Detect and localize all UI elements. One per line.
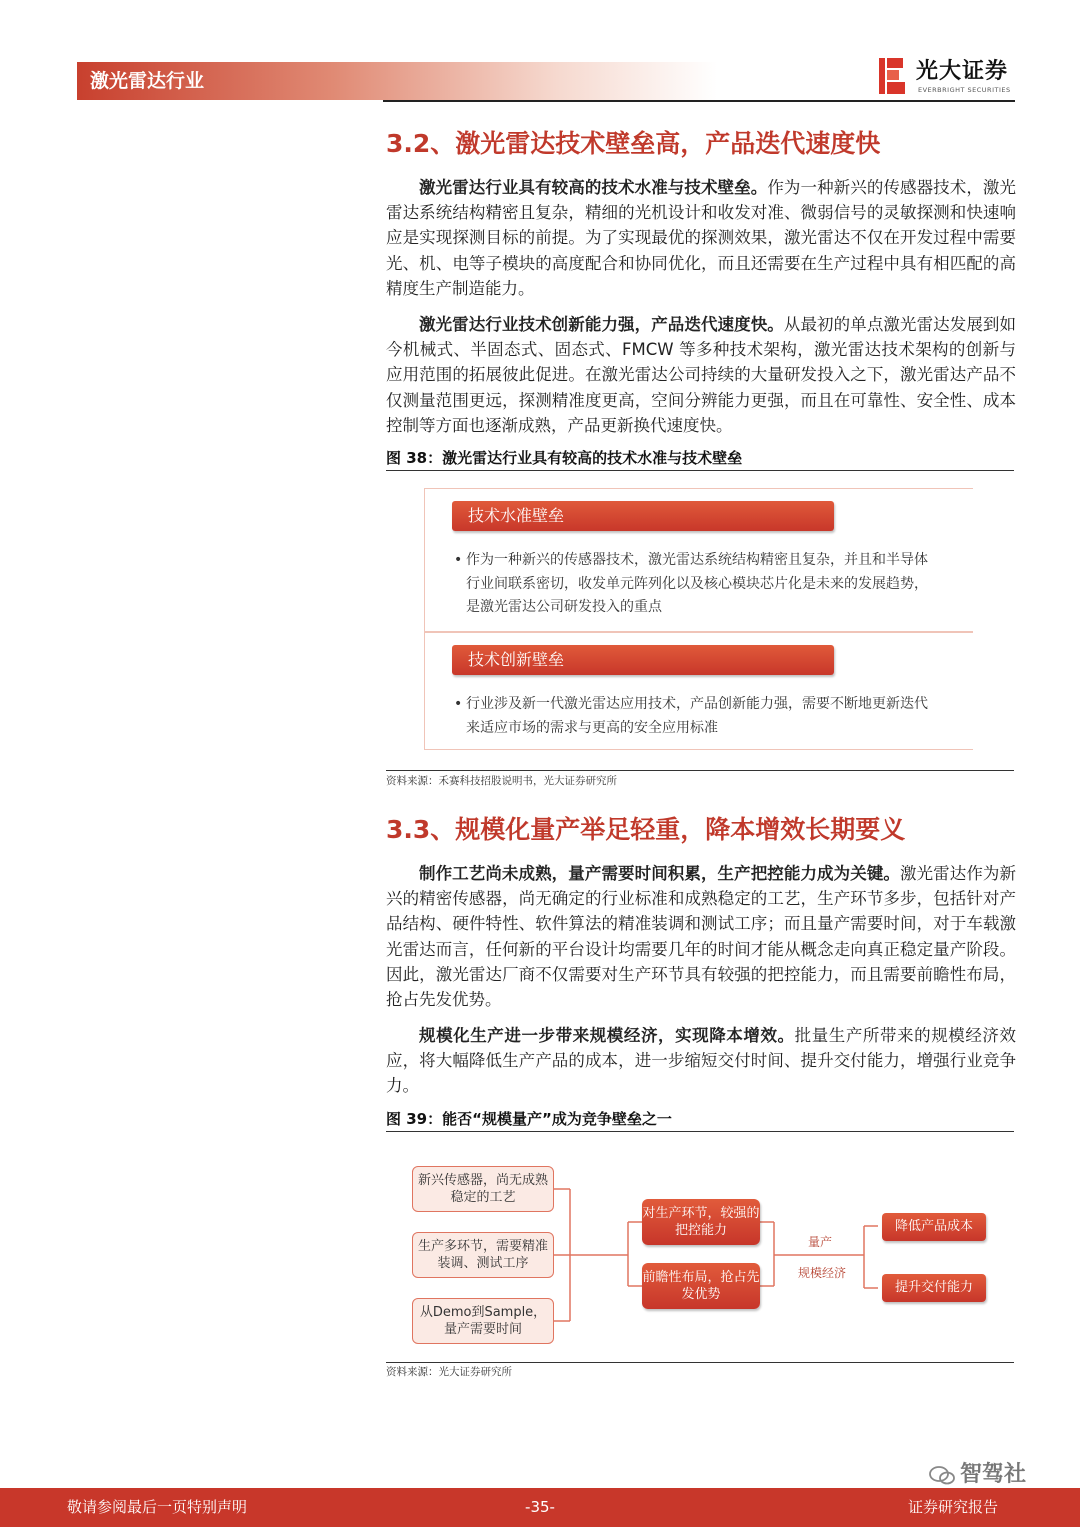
figure-38-block-1-text: • 作为一种新兴的传感器技术，激光雷达系统结构精密且复杂，并且和半导体行业间联系密切，收发单元阵列化以及核心模块芯片化是未来的发展趋势，是激光雷达公司研发投入的重点 [466,549,936,620]
everbright-logo-icon [877,56,907,96]
paragraph-3-2-2 [386,312,1016,438]
figure-38-bottom-rule [386,770,1014,771]
logo-text-en: EVERBRIGHT SECURITIES [918,86,1011,94]
figure-39-right-box-1: 降低产品成本 [882,1213,986,1241]
paragraph-body: 激光雷达作为新兴的精密传感器，尚无确定的行业标准和成熟稳定的工艺，生产环节多步，包括针对产品结构、硬件特性、软件算法的精准装调和测试工序；而且量产需要时间，对于车载激光雷达而言，任何新的平台设计均需要几年的时间才能从概念走向真正稳定量产阶段。因此，激光雷达厂商不仅需要对生产环节具有较强的把控能力，而且需要前瞻性布局，抢占先发优势。 [386,864,1017,1010]
figure-39-right-box-2: 提升交付能力 [882,1274,986,1302]
figure-39-bottom-rule [386,1362,1014,1363]
paragraph-lead: 制作工艺尚未成熟，量产需要时间积累，生产把控能力成为关键。 [419,864,900,883]
bullet-icon: • [454,552,463,568]
paragraph-3-2-1 [386,175,1016,301]
header-divider [383,100,1015,102]
figure-39-middle-box-2: 前瞻性布局，抢占先发优势 [642,1263,760,1309]
footer-report-type: 证券研究报告 [908,1498,999,1516]
paragraph-3-3-2 [386,1023,1016,1099]
figure-39-left-box-3: 从Demo到Sample，量产需要时间 [412,1298,554,1344]
figure-39-left-box-2: 生产多环节，需要精准装调、测试工序 [412,1232,554,1278]
figure-38-block-2-text: • 行业涉及新一代激光雷达应用技术，产品创新能力强，需要不断地更新迭代来适应市场的需求与更高的安全应用标准 [466,693,936,740]
header-title: 激光雷达行业 [90,70,205,92]
figure-39-source: 资料来源：光大证券研究所 [386,1366,512,1378]
figure-39-middle-box-1: 对生产环节，较强的把控能力 [642,1199,760,1245]
watermark-text: 智驾社 [960,1462,1027,1487]
figure-39-label-mass-production: 量产 [808,1235,833,1249]
paragraph-body: 作为一种新兴的传感器技术，激光雷达系统结构精密且复杂，精细的光机设计和收发对准、微弱信号的灵敏探测和快速响应是实现探测目标的前提。为了实现最优的探测效果，激光雷达不仅在开发过程中需要光、机、电等子模块的高度配合和协同优化，而且还需要在生产过程中具有相匹配的高精度生产制造能力。 [386,178,1017,298]
figure-38-title: 图 38：激光雷达行业具有较高的技术水准与技术壁垒 [386,449,743,467]
page-number: -35- [525,1498,555,1516]
wechat-icon [928,1464,956,1486]
section-heading-3-2: 3.2、激光雷达技术壁垒高，产品迭代速度快 [386,129,881,158]
bullet-icon: • [454,696,463,712]
paragraph-3-3-1 [386,861,1016,1012]
figure-38-top-rule [386,470,1014,471]
figure-38-source: 资料来源：禾赛科技招股说明书，光大证券研究所 [386,775,617,787]
figure-39-top-rule [386,1131,1014,1132]
figure-39-left-box-1: 新兴传感器，尚无成熟稳定的工艺 [412,1166,554,1212]
paragraph-body: 批量生产所带来的规模经济效应，将大幅降低生产产品的成本，进一步缩短交付时间、提升交付能力，增强行业竞争力。 [386,1026,1017,1096]
figure-39-title: 图 39：能否“规模量产”成为竞争壁垒之一 [386,1110,672,1128]
logo-text-cn: 光大证券 [916,59,1009,84]
paragraph-lead: 规模化生产进一步带来规模经济，实现降本增效。 [419,1026,795,1045]
section-heading-3-3: 3.3、规模化量产举足轻重，降本增效长期要义 [386,815,906,844]
paragraph-lead: 激光雷达行业具有较高的技术水准与技术壁垒。 [419,178,768,197]
paragraph-body: 从最初的单点激光雷达发展到如今机械式、半固态式、固态式、FMCW 等多种技术架构，激光雷达技术架构的创新与应用范围的拓展彼此促进。在激光雷达公司持续的大量研发投入之下，激光雷达产品不仅测量范围更远，探测精准度更高，空间分辨能力更强，而且在可靠性、安全性、成本控制等方面也逐渐成熟，产品更新换代速度快。 [386,315,1017,435]
footer-disclaimer: 敬请参阅最后一页特别声明 [67,1498,248,1516]
figure-38-block-2-title: 技术创新壁垒 [452,645,834,675]
figure-38-block-1-title: 技术水准壁垒 [452,501,834,531]
paragraph-lead: 激光雷达行业技术创新能力强，产品迭代速度快。 [419,315,784,334]
figure-39-label-scale-economy: 规模经济 [798,1266,847,1280]
